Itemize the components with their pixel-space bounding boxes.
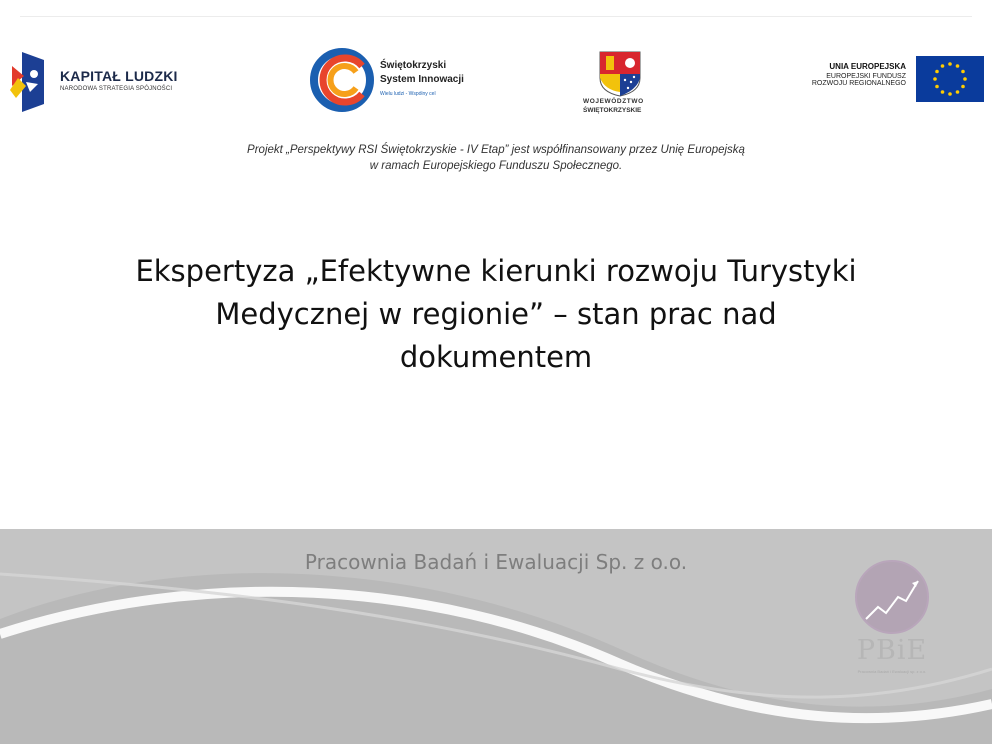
eu-line1: UNIA EUROPEJSKA [829,62,906,71]
eu-line2: EUROPEJSKI FUNDUSZ [826,73,906,80]
eu-line3: ROZWOJU REGIONALNEGO [811,80,906,87]
kapital-ludzki-subtitle: NARODOWA STRATEGIA SPÓJNOŚCI [60,86,173,92]
eu-star-icon [935,85,939,89]
eu-text [812,62,906,87]
pbie-logo [836,559,948,679]
eu-star-icon [961,85,965,89]
wojewodztwo-line1: WOJEWÓDZTWO [583,98,644,105]
kapital-ludzki-name: KAPITAŁ LUDZKI [60,68,178,84]
footer-band [0,529,992,744]
ssi-logo [310,44,490,116]
ssi-tagline: Wielu ludzi - Wspólny cel [380,91,436,97]
eu-logo [760,56,988,106]
project-note-line1: Projekt „Perspektywy RSI Świętokrzyskie - IV Etap” jest współfinansowany przez Unię Europejską [247,144,745,156]
slide-title [60,250,932,379]
project-cofinancing-note [0,142,992,174]
eu-star-icon [941,64,945,68]
coat-of-arms-icon [575,48,665,98]
pbie-name: PBiE [856,635,928,666]
pbie-growth-chart-icon [836,559,948,639]
title-line1: Ekspertyza „Efektywne kierunki rozwoju Turystyki [135,254,857,288]
eu-star-icon [935,70,939,74]
ssi-swirl-icon [310,44,376,116]
eu-flag-icon [916,56,984,102]
pbie-subtitle: Pracownia Badań i Ewaluacji sp. z o.o. [857,669,927,674]
project-note-line2: w ramach Europejskiego Funduszu Społecznego. [369,160,623,172]
company-name: Pracownia Badań i Ewaluacji Sp. z o.o. [304,550,688,574]
eu-star-icon [956,64,960,68]
wojewodztwo-line2: ŚWIĘTOKRZYSKIE [583,107,642,114]
eu-star-icon [963,77,967,81]
eu-star-icon [961,70,965,74]
title-line3: dokumentem [399,340,593,374]
eu-star-icon [933,77,937,81]
title-line2: Medycznej w regionie” – stan prac nad [215,297,777,331]
top-rule [20,16,972,17]
eu-star-icon [941,90,945,94]
eu-star-icon [956,90,960,94]
ssi-line1: Świętokrzyski [380,60,447,71]
kapital-ludzki-logo [8,52,208,112]
kapital-ludzki-emblem-icon [8,52,52,112]
eu-star-icon [948,62,952,66]
wojewodztwo-logo [575,48,665,120]
ssi-line2: System Innowacji [380,74,464,85]
eu-star-icon [948,92,952,96]
